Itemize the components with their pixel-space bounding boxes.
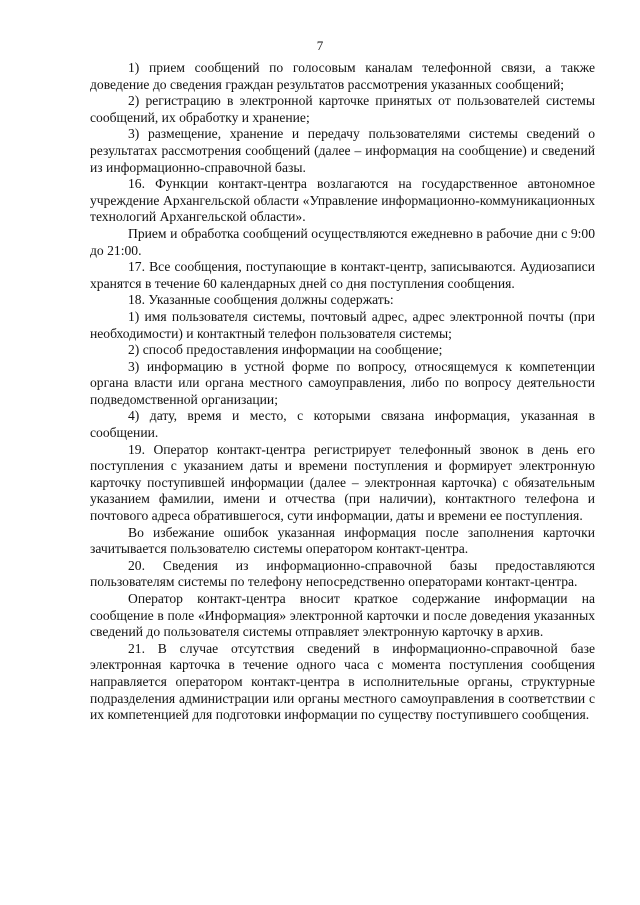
paragraph: 18. Указанные сообщения должны содержать: — [128, 292, 394, 308]
paragraph: 1) имя пользователя системы, почтовый адрес, адрес электронной почты (при необходимости) и контактный телефон пользователя системы; — [90, 308, 595, 341]
paragraph: 17. Все сообщения, поступающие в контакт-центр, записываются. Аудиозаписи хранятся в течение 60 календарных дней со дня поступления сообщения. — [90, 259, 595, 291]
paragraph: Оператор контакт-центра вносит краткое содержание информации на сообщение в поле «Информация» электронной карточки и после доведения указанных сведений до пользователя системы отправляет электронную карточку в архив. — [90, 591, 595, 640]
document-body — [90, 60, 595, 724]
paragraph: 19. Оператор контакт-центра регистрирует телефонный звонок в день его поступления с указанием даты и времени поступления и формирует электронную карточку поступившей информации (далее – электронная карточка) с обязательным указанием фамилии, имени и отчества (при наличии), контактного телефона и почтового адреса обратившегося, сути информации, даты и времени ее поступления. — [90, 441, 595, 524]
page-number: 7 — [316, 38, 324, 53]
paragraph: Прием и обработка сообщений осуществляются ежедневно в рабочие дни с 9:00 до 21:00. — [90, 225, 595, 258]
paragraph: 2) регистрацию в электронной карточке принятых от пользователей системы сообщений, их обработку и хранение; — [90, 93, 595, 125]
paragraph: Во избежание ошибок указанная информация после заполнения карточки зачитывается пользователю системы оператором контакт-центра. — [90, 524, 595, 557]
paragraph: 4) дату, время и место, с которыми связана информация, указанная в сообщении. — [90, 408, 595, 441]
paragraph: 1) прием сообщений по голосовым каналам телефонной связи, а также доведение до сведения граждан результатов рассмотрения указанных сообщений; — [90, 60, 595, 92]
paragraph: 20. Сведения из информационно-справочной базы предоставляются пользователям системы по телефону непосредственно операторами контакт-центра. — [90, 557, 595, 590]
paragraph: 21. В случае отсутствия сведений в информационно-справочной базе электронная карточка в течение одного часа с момента поступления сообщения направляется оператором контакт-центра в исполнительные органы, структурные подразделения администрации или органы местного самоуправления в соответствии с их компетенцией для подготовки информации по существу поступившего сообщения. — [90, 640, 595, 723]
paragraph: 3) размещение, хранение и передачу пользователями системы сведений о результатах рассмотрения сообщений (далее – информация на сообщение) и сведений из информационно-справочной базы. — [90, 126, 595, 175]
paragraph: 16. Функции контакт-центра возлагаются на государственное автономное учреждение Архангельской области «Управление информационно-коммуникационных технологий Архангельской области». — [90, 176, 595, 225]
paragraph: 2) способ предоставления информации на сообщение; — [128, 342, 443, 358]
paragraph: 3) информацию в устной форме по вопросу, относящемуся к компетенции органа власти или органа местного самоуправления, либо по вопросу деятельности подведомственной организации; — [90, 358, 595, 407]
